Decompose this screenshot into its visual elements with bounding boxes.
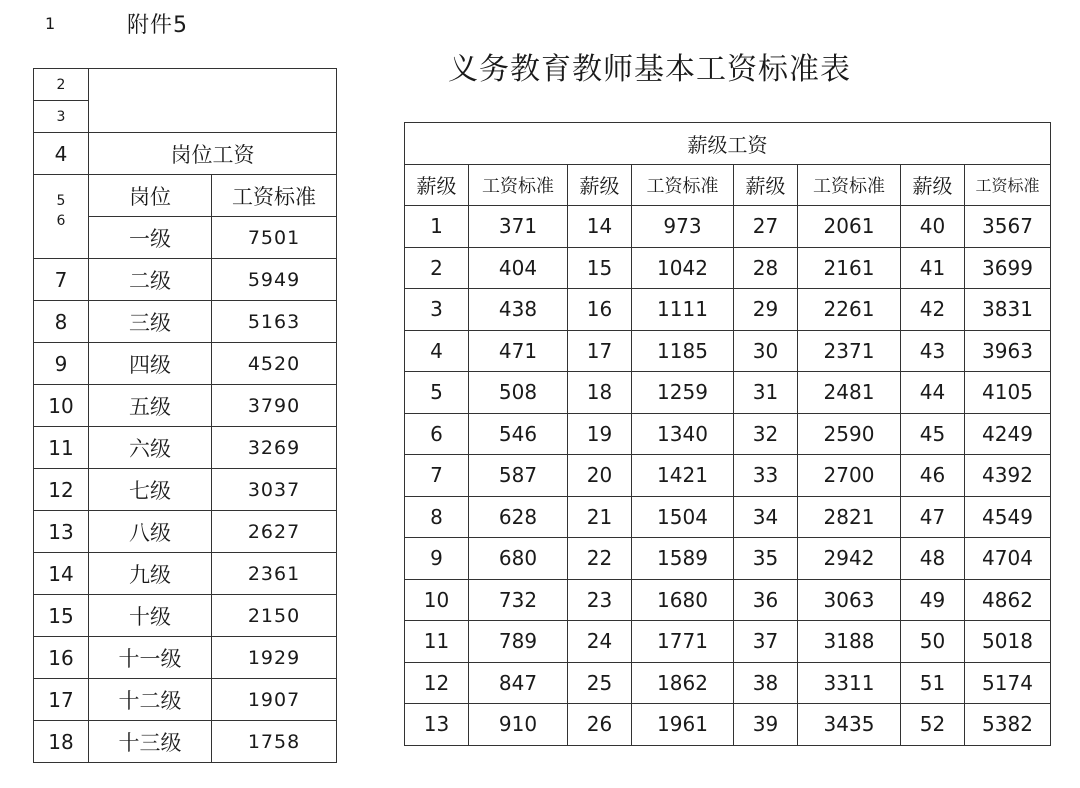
level-cell: 45: [901, 413, 965, 455]
standard-cell: 1111: [632, 289, 734, 331]
standard-cell: 2627: [212, 511, 337, 553]
level-cell: 43: [901, 330, 965, 372]
table-row: [405, 455, 1051, 497]
position-cell: 八级: [89, 511, 212, 553]
level-cell: 26: [568, 704, 632, 746]
standard-cell: 404: [469, 247, 568, 289]
table-row: [405, 621, 1051, 663]
level-cell: 31: [734, 372, 798, 414]
standard-cell: 910: [469, 704, 568, 746]
table-row: [34, 553, 337, 595]
table-row: [405, 704, 1051, 746]
standard-cell: 2150: [212, 595, 337, 637]
table-row: [34, 595, 337, 637]
standard-cell: 680: [469, 538, 568, 580]
position-salary-table: [33, 68, 337, 763]
table-row: [34, 133, 337, 175]
standard-cell: 3435: [798, 704, 901, 746]
level-cell: 11: [405, 621, 469, 663]
standard-cell: 3790: [212, 385, 337, 427]
standard-cell: 628: [469, 496, 568, 538]
standard-cell: 7501: [212, 217, 337, 259]
row-number-1: 1: [45, 14, 56, 33]
level-cell: 33: [734, 455, 798, 497]
table-row: [34, 721, 337, 763]
standard-cell: 2821: [798, 496, 901, 538]
row-number: 17: [34, 679, 89, 721]
level-cell: 17: [568, 330, 632, 372]
level-cell: 29: [734, 289, 798, 331]
table-row: [405, 579, 1051, 621]
level-cell: 38: [734, 662, 798, 704]
column-header-level: 薪级: [568, 164, 632, 206]
row-number: 11: [34, 427, 89, 469]
level-cell: 46: [901, 455, 965, 497]
standard-cell: 2590: [798, 413, 901, 455]
standard-cell: 438: [469, 289, 568, 331]
column-header-standard: 工资标准: [212, 175, 337, 217]
standard-cell: 2481: [798, 372, 901, 414]
standard-cell: 3567: [965, 206, 1051, 248]
standard-cell: 546: [469, 413, 568, 455]
standard-cell: 1589: [632, 538, 734, 580]
level-cell: 37: [734, 621, 798, 663]
table-row: [405, 289, 1051, 331]
table-row: [405, 206, 1051, 248]
level-cell: 8: [405, 496, 469, 538]
position-cell: 九级: [89, 553, 212, 595]
table-row: [34, 343, 337, 385]
row-number: 13: [34, 511, 89, 553]
table-row: [405, 372, 1051, 414]
level-cell: 12: [405, 662, 469, 704]
table-row: [34, 385, 337, 427]
level-cell: 40: [901, 206, 965, 248]
level-cell: 51: [901, 662, 965, 704]
table-row: [34, 259, 337, 301]
row-number: 3: [34, 101, 89, 133]
row-number: 6: [56, 213, 66, 229]
level-cell: 47: [901, 496, 965, 538]
standard-cell: 3063: [798, 579, 901, 621]
standard-cell: 3831: [965, 289, 1051, 331]
standard-cell: 587: [469, 455, 568, 497]
standard-cell: 5174: [965, 662, 1051, 704]
position-cell: 一级: [89, 217, 212, 259]
level-cell: 32: [734, 413, 798, 455]
standard-cell: 2700: [798, 455, 901, 497]
table-row: [405, 247, 1051, 289]
row-number: 14: [34, 553, 89, 595]
standard-cell: 1961: [632, 704, 734, 746]
standard-cell: 973: [632, 206, 734, 248]
standard-cell: 471: [469, 330, 568, 372]
standard-cell: 4862: [965, 579, 1051, 621]
level-cell: 27: [734, 206, 798, 248]
table-row: [405, 538, 1051, 580]
column-header-standard: 工资标准: [632, 164, 734, 206]
standard-cell: 3963: [965, 330, 1051, 372]
position-cell: 五级: [89, 385, 212, 427]
standard-cell: 4392: [965, 455, 1051, 497]
column-header-standard: 工资标准: [798, 164, 901, 206]
document-title: 义务教育教师基本工资标准表: [448, 52, 851, 87]
level-cell: 44: [901, 372, 965, 414]
position-cell: 十一级: [89, 637, 212, 679]
standard-cell: 1862: [632, 662, 734, 704]
row-number: 18: [34, 721, 89, 763]
standard-cell: 3311: [798, 662, 901, 704]
level-cell: 4: [405, 330, 469, 372]
row-number: 5: [56, 193, 66, 209]
position-cell: 四级: [89, 343, 212, 385]
table-row: [34, 175, 337, 217]
standard-cell: 2061: [798, 206, 901, 248]
level-cell: 50: [901, 621, 965, 663]
column-header-level: 薪级: [405, 164, 469, 206]
position-cell: 二级: [89, 259, 212, 301]
row-number: 10: [34, 385, 89, 427]
standard-cell: 2371: [798, 330, 901, 372]
level-cell: 5: [405, 372, 469, 414]
column-header-position: 岗位: [89, 175, 212, 217]
level-cell: 6: [405, 413, 469, 455]
column-header-level: 薪级: [734, 164, 798, 206]
level-cell: 24: [568, 621, 632, 663]
table-row: [34, 637, 337, 679]
standard-cell: 1259: [632, 372, 734, 414]
standard-cell: 5018: [965, 621, 1051, 663]
standard-cell: 2942: [798, 538, 901, 580]
table-row: [405, 123, 1051, 165]
level-cell: 39: [734, 704, 798, 746]
level-cell: 25: [568, 662, 632, 704]
section-header-position-salary: 岗位工资: [89, 133, 337, 175]
level-cell: 1: [405, 206, 469, 248]
level-cell: 20: [568, 455, 632, 497]
level-cell: 42: [901, 289, 965, 331]
table-row: [405, 662, 1051, 704]
standard-cell: 732: [469, 579, 568, 621]
level-cell: 3: [405, 289, 469, 331]
position-cell: 七级: [89, 469, 212, 511]
standard-cell: 4520: [212, 343, 337, 385]
level-cell: 16: [568, 289, 632, 331]
position-cell: 十三级: [89, 721, 212, 763]
level-cell: 21: [568, 496, 632, 538]
table-row: [34, 679, 337, 721]
level-cell: 14: [568, 206, 632, 248]
row-number: 16: [34, 637, 89, 679]
standard-cell: 5163: [212, 301, 337, 343]
row-number: 12: [34, 469, 89, 511]
standard-cell: 1042: [632, 247, 734, 289]
standard-cell: 3269: [212, 427, 337, 469]
row-number: 2: [34, 69, 89, 101]
level-cell: 9: [405, 538, 469, 580]
standard-cell: 847: [469, 662, 568, 704]
level-cell: 15: [568, 247, 632, 289]
level-cell: 30: [734, 330, 798, 372]
level-cell: 18: [568, 372, 632, 414]
row-number: 8: [34, 301, 89, 343]
table-row: [34, 69, 337, 101]
standard-cell: 3699: [965, 247, 1051, 289]
level-cell: 10: [405, 579, 469, 621]
level-cell: 48: [901, 538, 965, 580]
position-cell: 十二级: [89, 679, 212, 721]
standard-cell: 1929: [212, 637, 337, 679]
blank-header-cell: [89, 69, 337, 133]
level-cell: 13: [405, 704, 469, 746]
table-row: [34, 301, 337, 343]
standard-cell: 4105: [965, 372, 1051, 414]
standard-cell: 1680: [632, 579, 734, 621]
level-cell: 49: [901, 579, 965, 621]
position-cell: 六级: [89, 427, 212, 469]
standard-cell: 1771: [632, 621, 734, 663]
row-number: 15: [34, 595, 89, 637]
column-header-level: 薪级: [901, 164, 965, 206]
row-number-group: [34, 175, 89, 259]
level-cell: 2: [405, 247, 469, 289]
level-cell: 23: [568, 579, 632, 621]
table-row: [405, 496, 1051, 538]
level-cell: 41: [901, 247, 965, 289]
row-number: 4: [34, 133, 89, 175]
level-cell: 52: [901, 704, 965, 746]
standard-cell: 4249: [965, 413, 1051, 455]
standard-cell: 5949: [212, 259, 337, 301]
column-header-standard: 工资标准: [965, 164, 1051, 206]
section-header-salary-level: 薪级工资: [405, 123, 1051, 165]
level-cell: 22: [568, 538, 632, 580]
table-row: [405, 413, 1051, 455]
table-row: [405, 330, 1051, 372]
level-cell: 19: [568, 413, 632, 455]
table-row: [34, 469, 337, 511]
standard-cell: 4704: [965, 538, 1051, 580]
table-row: [405, 164, 1051, 206]
standard-cell: 5382: [965, 704, 1051, 746]
column-header-standard: 工资标准: [469, 164, 568, 206]
standard-cell: 1421: [632, 455, 734, 497]
standard-cell: 1340: [632, 413, 734, 455]
standard-cell: 1504: [632, 496, 734, 538]
row-number: 7: [34, 259, 89, 301]
level-cell: 28: [734, 247, 798, 289]
table-row: [34, 511, 337, 553]
position-cell: 三级: [89, 301, 212, 343]
standard-cell: 789: [469, 621, 568, 663]
standard-cell: 2361: [212, 553, 337, 595]
standard-cell: 1758: [212, 721, 337, 763]
row-number: 9: [34, 343, 89, 385]
standard-cell: 3188: [798, 621, 901, 663]
table-row: [34, 427, 337, 469]
level-cell: 34: [734, 496, 798, 538]
standard-cell: 1185: [632, 330, 734, 372]
level-cell: 35: [734, 538, 798, 580]
standard-cell: 2261: [798, 289, 901, 331]
level-cell: 36: [734, 579, 798, 621]
standard-cell: 4549: [965, 496, 1051, 538]
salary-level-table: [404, 122, 1051, 746]
position-cell: 十级: [89, 595, 212, 637]
standard-cell: 1907: [212, 679, 337, 721]
standard-cell: 371: [469, 206, 568, 248]
standard-cell: 3037: [212, 469, 337, 511]
attachment-label: 附件5: [127, 13, 188, 38]
level-cell: 7: [405, 455, 469, 497]
standard-cell: 508: [469, 372, 568, 414]
standard-cell: 2161: [798, 247, 901, 289]
